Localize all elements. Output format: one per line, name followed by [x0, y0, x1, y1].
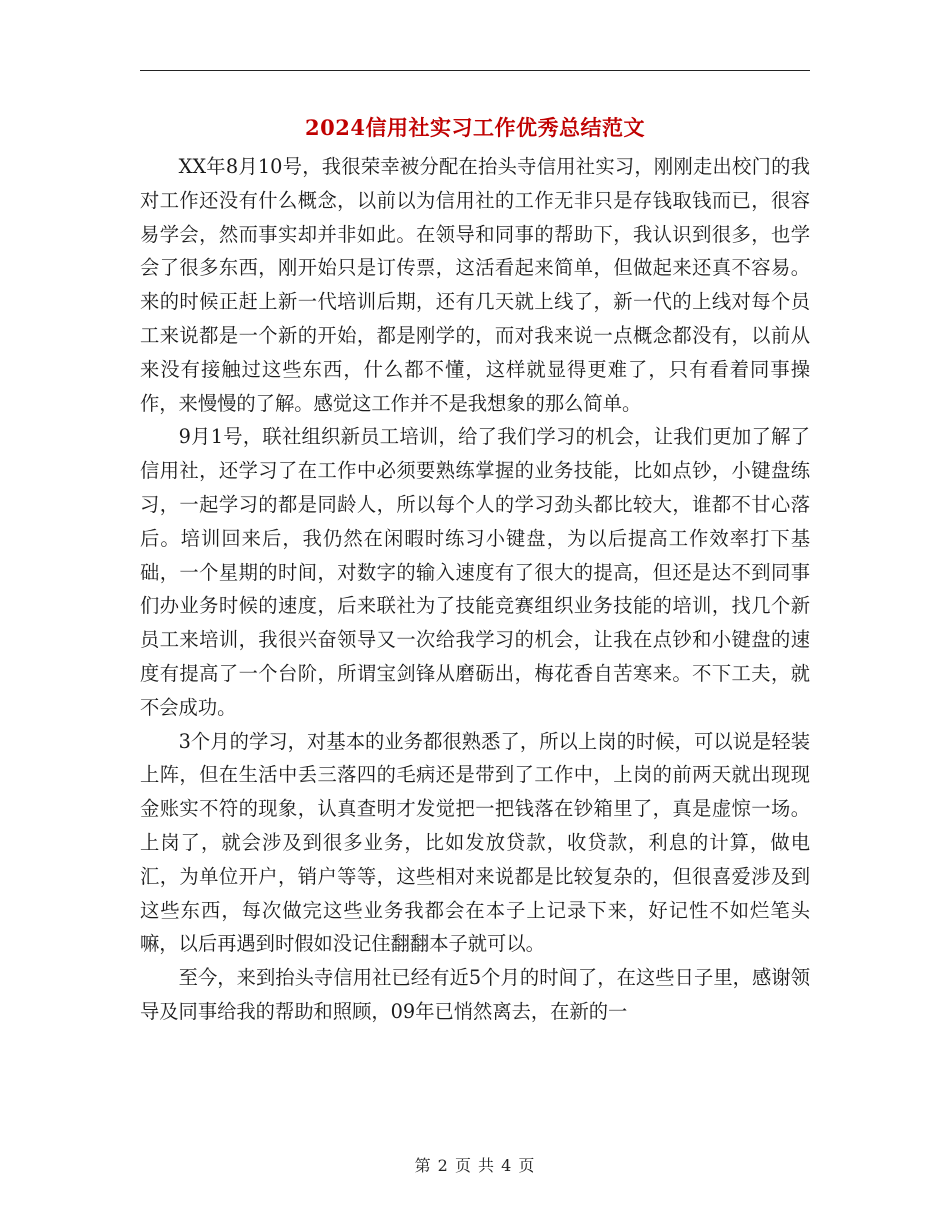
- document-body: [140, 150, 810, 1029]
- page-footer: 第 2 页 共 4 页: [414, 1156, 536, 1175]
- paragraph-4: 至今，来到抬头寺信用社已经有近5个月的时间了，在这些日子里，感谢领导及同事给我的帮助和照顾，09年已悄然离去，在新的一: [140, 966, 810, 1023]
- header-rule: [140, 70, 810, 71]
- paragraph-2: 9月1号，联社组织新员工培训，给了我们学习的机会，让我们更加了解了信用社，还学习了在工作中必须要熟练掌握的业务技能，比如点钞，小键盘练习，一起学习的都是同龄人，所以每个人的学习劲头都比较大，谁都不甘心落后。培训回来后，我仍然在闲暇时练习小键盘，为以后提高工作效率打下基础，一个星期的时间，对数字的输入速度有了很大的提高，但还是达不到同事们办业务时候的速度，后来联社为了技能竞赛组织业务技能的培训，找几个新员工来培训，我很兴奋领导又一次给我学习的机会，让我在点钞和小键盘的速度有提高了一个台阶，所谓宝剑锋从磨砺出，梅花香自苦寒来。不下工夫，就不会成功。: [140, 425, 810, 719]
- document-title: 2024信用社实习工作优秀总结范文: [305, 115, 645, 140]
- paragraph-3: 3个月的学习，对基本的业务都很熟悉了，所以上岗的时候，可以说是轻装上阵，但在生活中丢三落四的毛病还是带到了工作中，上岗的前两天就出现现金账实不符的现象，认真查明才发觉把一把钱落在钞箱里了，真是虚惊一场。上岗了，就会涉及到很多业务，比如发放贷款，收贷款，利息的计算，做电汇，为单位开户，销户等等，这些相对来说都是比较复杂的，但很喜爱涉及到这些东西，每次做完这些业务我都会在本子上记录下来，好记性不如烂笔头嘛，以后再遇到时假如没记住翻翻本子就可以。: [140, 729, 810, 956]
- paragraph-1: XX年8月10号，我很荣幸被分配在抬头寺信用社实习，刚刚走出校门的我对工作还没有什么概念，以前以为信用社的工作无非只是存钱取钱而已，很容易学会，然而事实却并非如此。在领导和同事的帮助下，我认识到很多，也学会了很多东西，刚开始只是订传票，这活看起来简单，但做起来还真不容易。来的时候正赶上新一代培训后期，还有几天就上线了，新一代的上线对每个员工来说都是一个新的开始，都是刚学的，而对我来说一点概念都没有，以前从来没有接触过这些东西，什么都不懂，这样就显得更难了，只有看着同事操作，来慢慢的了解。感觉这工作并不是我想象的那么简单。: [140, 155, 810, 415]
